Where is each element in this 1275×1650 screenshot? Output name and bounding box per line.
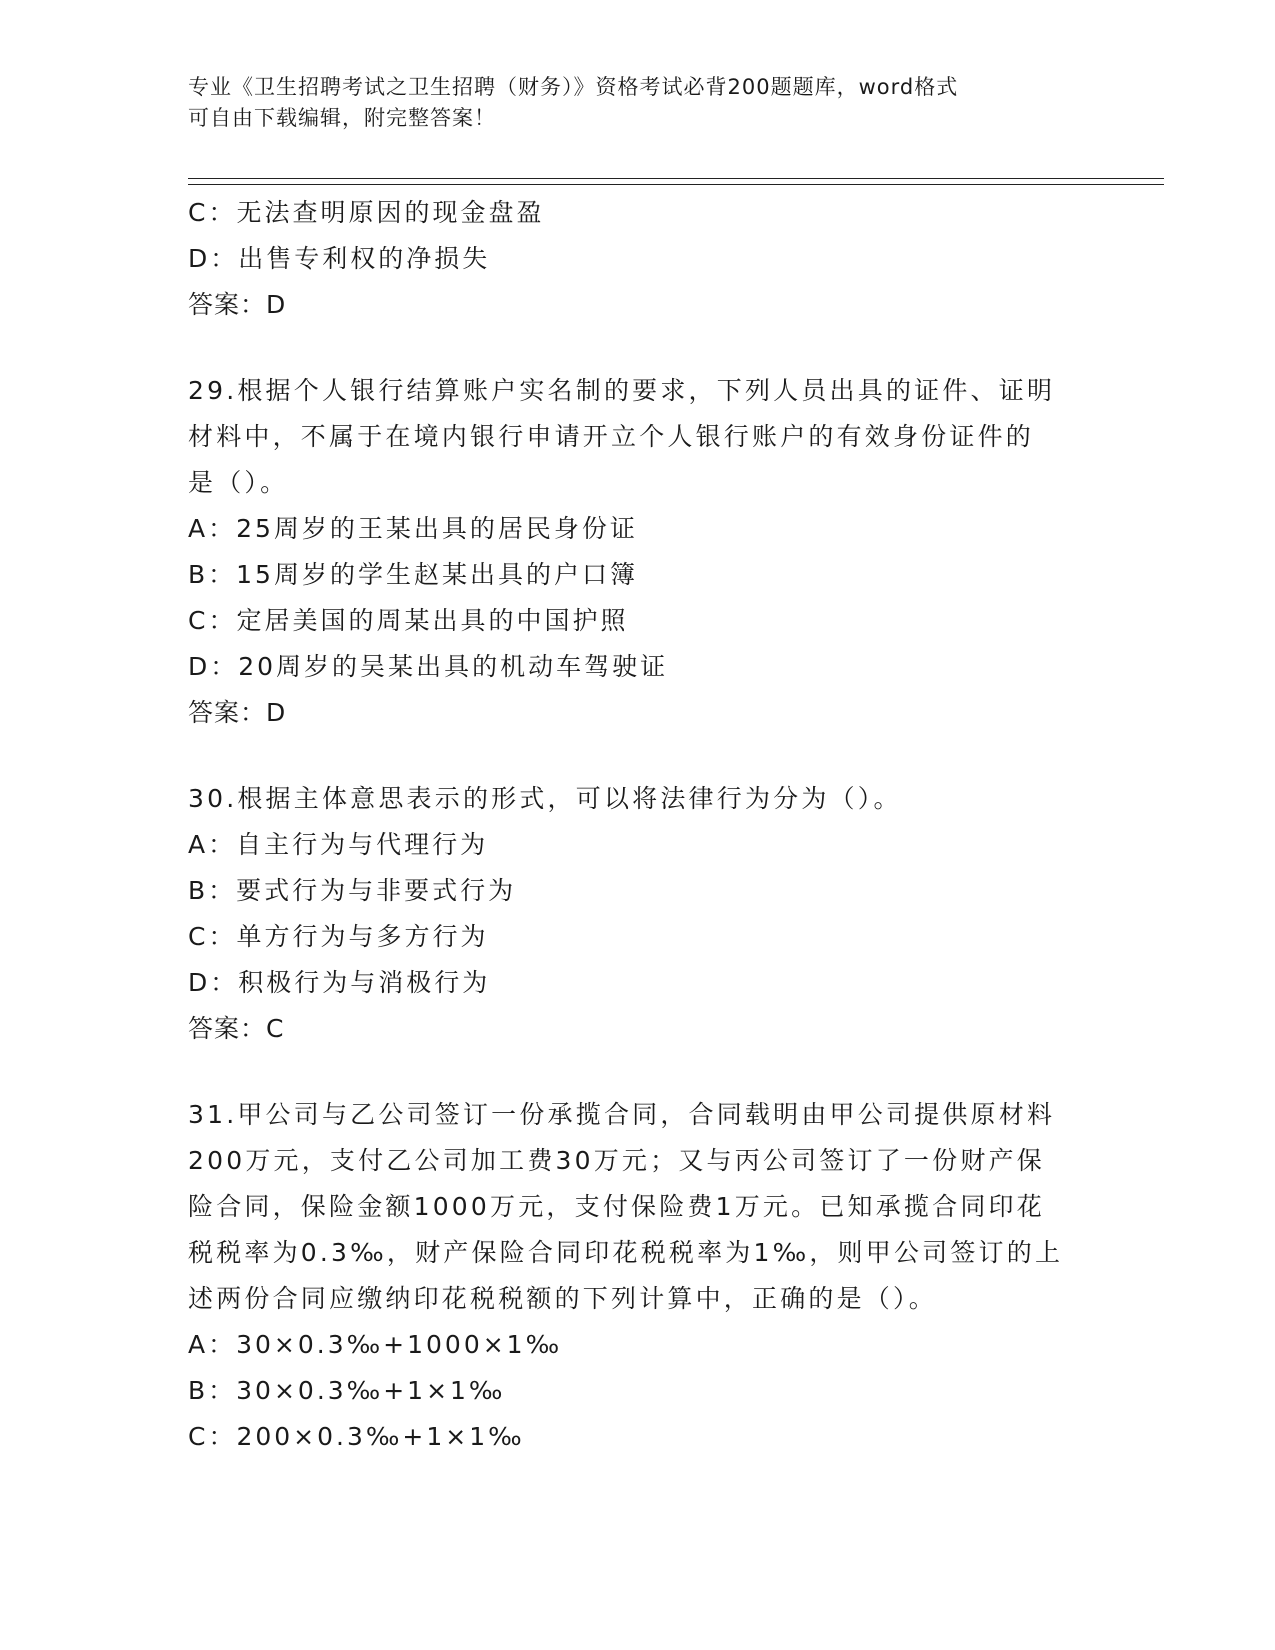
option-c: C：无法查明原因的现金盘盈 (188, 198, 545, 227)
question-text (188, 776, 1088, 822)
spacer (188, 736, 1088, 776)
option-d: D：积极行为与消极行为 (188, 968, 491, 997)
question-line: 29.根据个人银行结算账户实名制的要求，下列人员出具的证件、证明 (188, 376, 1056, 405)
question-31 (188, 1092, 1088, 1460)
question-line: 材料中，不属于在境内银行申请开立个人银行账户的有效身份证件的 (188, 422, 1035, 451)
answer-line: 答案：D (188, 290, 287, 319)
answer-line: 答案：C (188, 1014, 285, 1043)
question-text (188, 1092, 1088, 1322)
option-d: D：出售专利权的净损失 (188, 244, 491, 273)
option-c: C：定居美国的周某出具的中国护照 (188, 606, 629, 635)
document-header (188, 72, 1088, 134)
option-a: A：30×0.3‰+1000×1‰ (188, 1330, 563, 1359)
option-b: B：要式行为与非要式行为 (188, 876, 517, 905)
question-line: 200万元，支付乙公司加工费30万元；又与丙公司签订了一份财产保 (188, 1146, 1045, 1175)
option-d: D：20周岁的吴某出具的机动车驾驶证 (188, 652, 669, 681)
option-c: C：单方行为与多方行为 (188, 922, 489, 951)
question-line: 述两份合同应缴纳印花税税额的下列计算中，正确的是（）。 (188, 1284, 937, 1313)
question-content (188, 190, 1088, 1460)
question-line: 税税率为0.3‰，财产保险合同印花税税率为1‰，则甲公司签订的上 (188, 1238, 1064, 1267)
option-b: B：30×0.3‰+1×1‰ (188, 1376, 506, 1405)
option-a: A：25周岁的王某出具的居民身份证 (188, 514, 638, 543)
question-line: 30.根据主体意思表示的形式，可以将法律行为分为（）。 (188, 784, 902, 813)
question-line: 险合同，保险金额1000万元，支付保险费1万元。已知承揽合同印花 (188, 1192, 1045, 1221)
question-text (188, 368, 1088, 506)
spacer (188, 328, 1088, 368)
header-divider-bottom (188, 184, 1164, 185)
header-line-2: 可自由下载编辑，附完整答案！ (188, 106, 496, 130)
question-29 (188, 368, 1088, 736)
option-b: B：15周岁的学生赵某出具的户口簿 (188, 560, 638, 589)
question-30 (188, 776, 1088, 1052)
answer-line: 答案：D (188, 698, 287, 727)
header-divider-top (188, 178, 1164, 179)
option-c: C：200×0.3‰+1×1‰ (188, 1422, 525, 1451)
spacer (188, 1052, 1088, 1092)
prev-question-tail (188, 190, 1088, 328)
question-line: 是（）。 (188, 468, 289, 497)
question-line: 31.甲公司与乙公司签订一份承揽合同，合同载明由甲公司提供原材料 (188, 1100, 1056, 1129)
header-line-1: 专业《卫生招聘考试之卫生招聘（财务）》资格考试必背200题题库，word格式 (188, 75, 959, 99)
option-a: A：自主行为与代理行为 (188, 830, 489, 859)
